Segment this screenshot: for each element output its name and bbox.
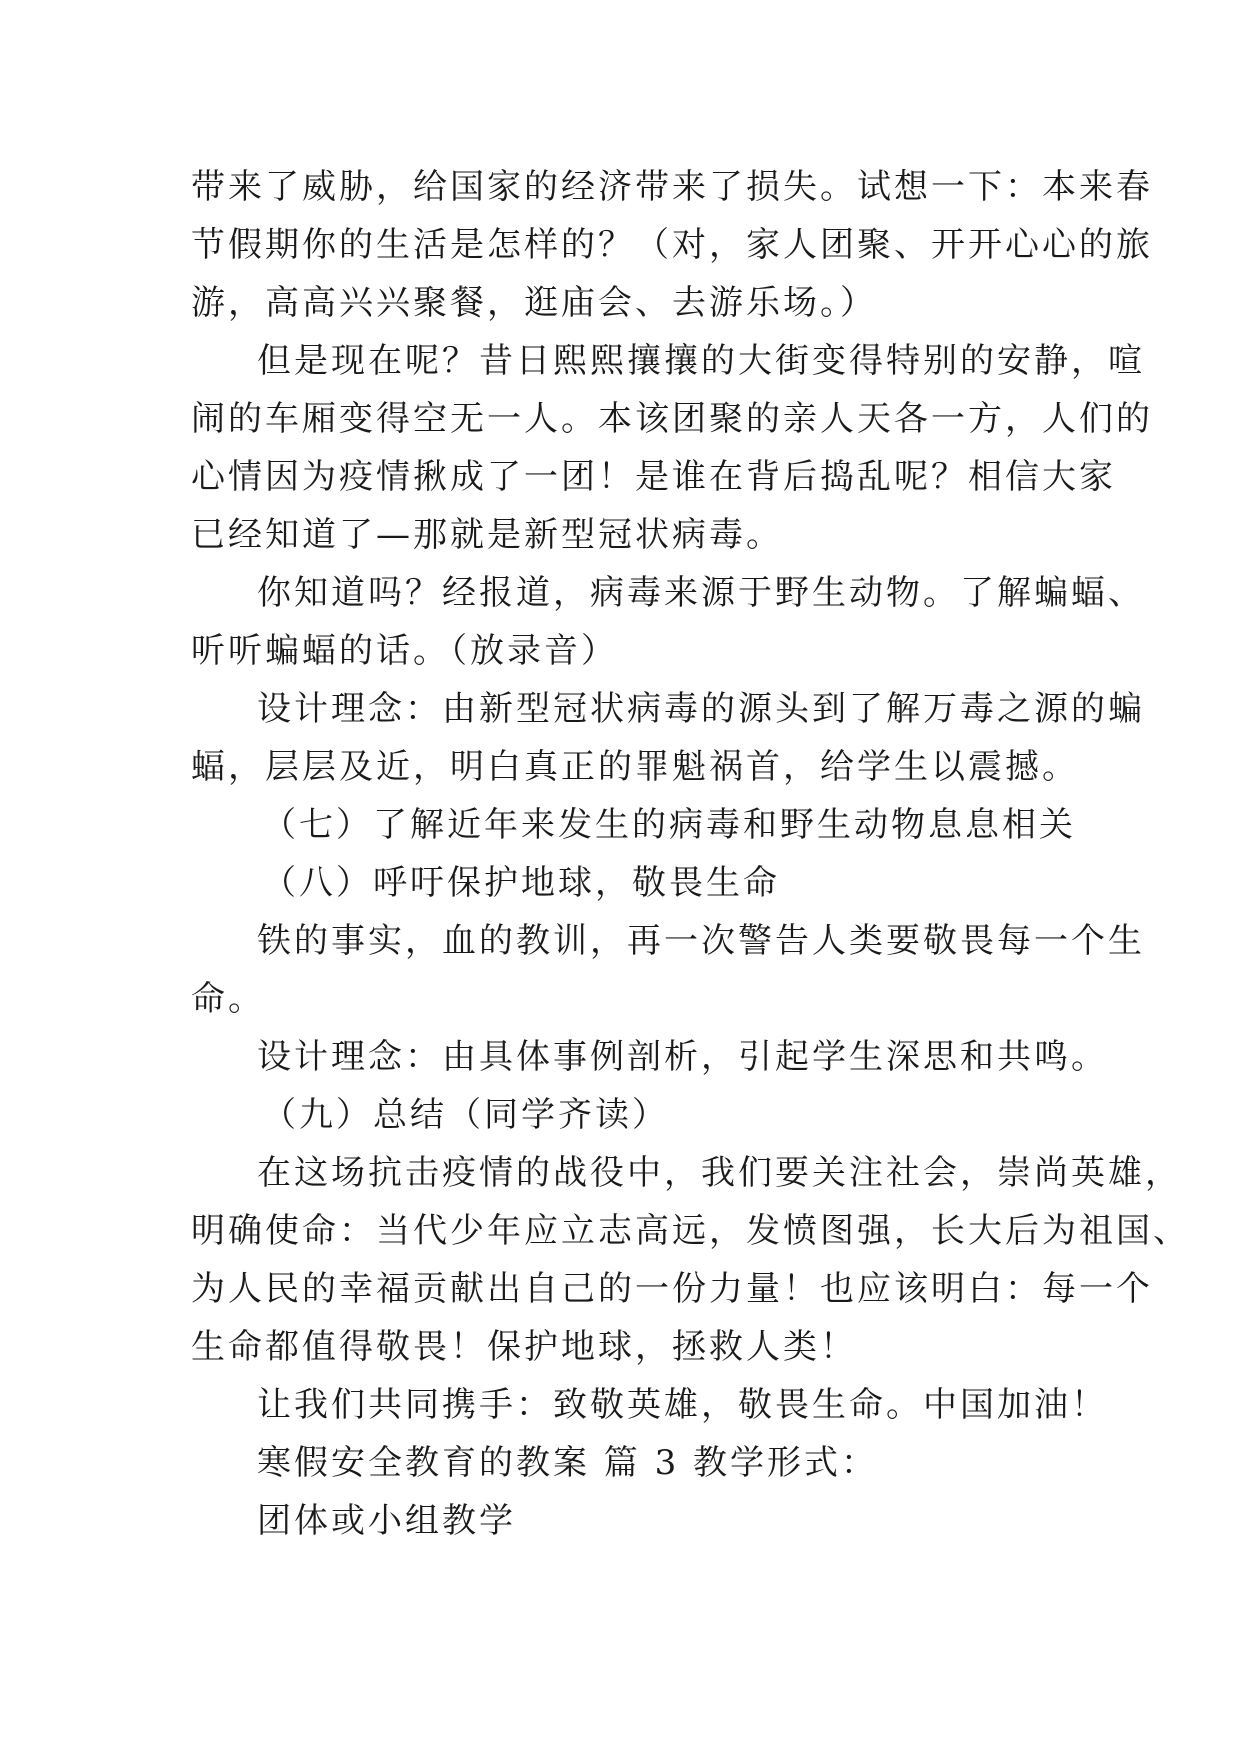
paragraph-start: 让我们共同携手：致敬英雄，敬畏生命。中国加油！ [257,1385,1108,1425]
text-line: 命。 [191,979,265,1019]
text-line: 心情因为疫情揪成了一团！是谁在背后捣乱呢？相信大家 [191,457,1116,497]
section-heading: （八）呼吁保护地球，敬畏生命 [262,863,780,903]
text-line: 带来了威胁，给国家的经济带来了损失。试想一下：本来春 [191,167,1153,207]
section-heading: （九）总结（同学齐读） [262,1095,669,1135]
text-line: 听听蝙蝠的话。（放录音） [191,631,618,671]
paragraph-start: 铁的事实，血的教训，再一次警告人类要敬畏每一个生 [257,921,1145,961]
lesson-title: 寒假安全教育的教案 篇 3 教学形式： [257,1443,879,1483]
design-concept-line: 设计理念：由具体事例剖析，引起学生深思和共鸣。 [257,1037,1108,1077]
text-line: 节假期你的生活是怎样的？（对，家人团聚、开开心心的旅 [191,225,1153,265]
text-line: 生命都值得敬畏！保护地球，拯救人类！ [191,1327,857,1367]
text-line: 游，高高兴兴聚餐，逛庙会、去游乐场。） [191,283,877,323]
section-heading: （七）了解近年来发生的病毒和野生动物息息相关 [262,805,1076,845]
text-line: 蝠，层层及近，明白真正的罪魁祸首，给学生以震撼。 [191,747,1079,787]
text-line: 为人民的幸福贡献出自己的一份力量！也应该明白：每一个 [191,1269,1153,1309]
paragraph-start: 在这场抗击疫情的战役中，我们要关注社会，崇尚英雄， [257,1153,1182,1193]
text-line: 团体或小组教学 [257,1501,516,1541]
text-line: 已经知道了—那就是新型冠状病毒。 [191,515,783,555]
paragraph-start: 你知道吗？经报道，病毒来源于野生动物。了解蝙蝠、 [257,573,1145,613]
design-concept-line: 设计理念：由新型冠状病毒的源头到了解万毒之源的蝙 [257,689,1145,729]
text-line: 明确使命：当代少年应立志高远，发愤图强，长大后为祖国、 [191,1211,1190,1251]
text-line: 闹的车厢变得空无一人。本该团聚的亲人天各一方，人们的 [191,399,1153,439]
paragraph-start: 但是现在呢？昔日熙熙攘攘的大街变得特别的安静，喧 [257,341,1145,381]
